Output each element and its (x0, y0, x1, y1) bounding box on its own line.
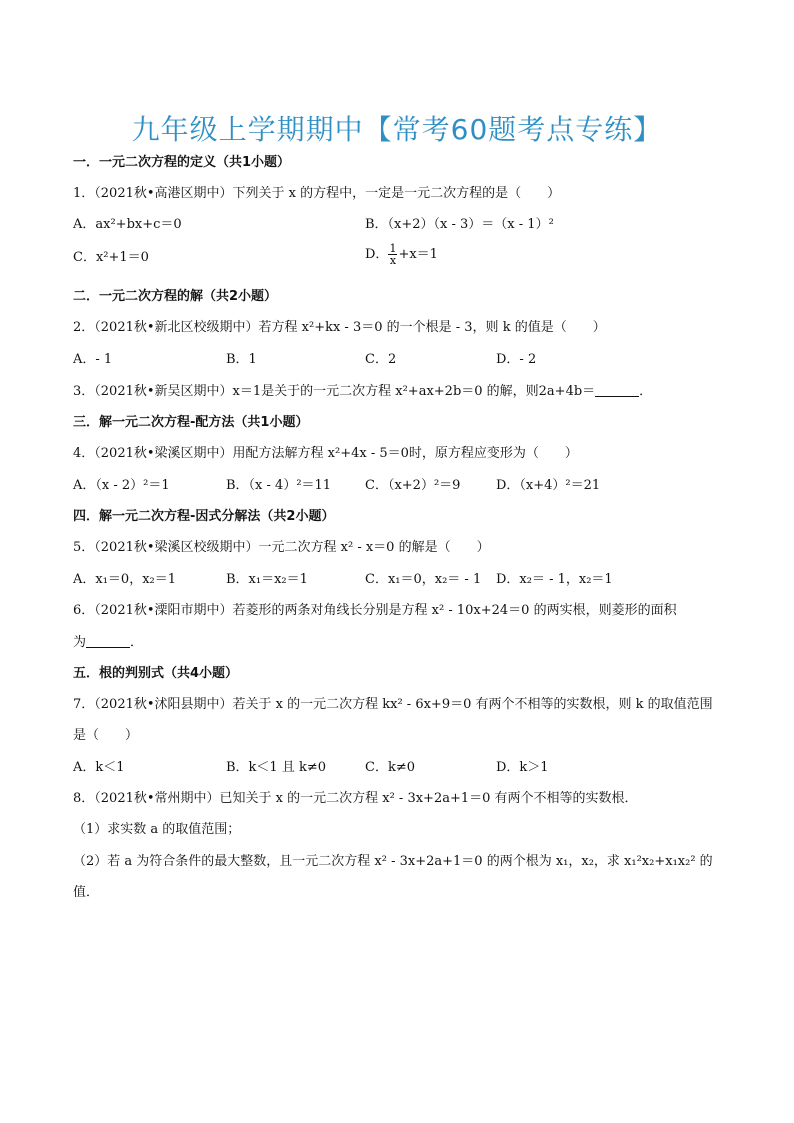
question-2-stem: 2．（2021秋•新北区校级期中）若方程 x²+kx - 3＝0 的一个根是 - 3，则 k 的值是（ ） (73, 320, 606, 335)
question-5-stem: 5．（2021秋•梁溪区校级期中）一元二次方程 x² - x＝0 的解是（ ） (73, 540, 490, 555)
question-7-line-1: 7．（2021秋•沭阳县期中）若关于 x 的一元二次方程 kx² - 6x+9＝0 有两个不相等的实数根，则 k 的取值范围 (73, 697, 713, 712)
question-4-stem: 4．（2021秋•梁溪区期中）用配方法解方程 x²+4x - 5＝0时，原方程应变形为（ ） (73, 446, 578, 461)
question-2-option-a: A．- 1 (73, 352, 113, 367)
section-heading-discriminant: 五．根的判别式（共4小题） (73, 666, 239, 681)
question-1-stem: 1．（2021秋•高港区期中）下列关于 x 的方程中，一定是一元二次方程的是（ ） (73, 186, 561, 201)
question-4-option-c: C．（x+2）²＝9 (365, 478, 461, 493)
page-title: 九年级上学期期中【常考60题考点专练】 (131, 113, 663, 146)
question-3-end: ． (639, 384, 653, 399)
question-6-end: ． (130, 635, 144, 650)
question-4-option-b: B．（x - 4）²＝11 (226, 478, 332, 493)
question-2-option-c: C．2 (365, 352, 397, 367)
fraction-denominator: x (389, 254, 397, 267)
question-3-stem: 3．（2021秋•新吴区期中）x＝1是关于的一元二次方程 x²+ax+2b＝0 的解，则2a+4b＝ (73, 384, 596, 399)
fraction-numerator: 1 (389, 242, 397, 255)
question-7-option-b: B．k＜1 且 k≠0 (226, 760, 327, 775)
question-7-option-a: A．k＜1 (73, 760, 125, 775)
question-1-option-d-suffix: +x＝1 (398, 247, 438, 262)
section-heading-definition: 一．一元二次方程的定义（共1小题） (73, 155, 291, 170)
question-8-part-1: （1）求实数 a 的取值范围； (73, 822, 241, 837)
question-5-option-d: D．x₂＝ - 1，x₂＝1 (496, 572, 613, 587)
question-1-option-c: C．x²+1＝0 (73, 250, 149, 265)
section-heading-solution: 二．一元二次方程的解（共2小题） (73, 289, 278, 304)
question-8-part-2-end: 值． (73, 885, 100, 900)
question-7-line-2: 是（ ） (73, 728, 139, 743)
question-4-option-a: A．（x - 2）²＝1 (73, 478, 170, 493)
question-2-option-b: B．1 (226, 352, 257, 367)
question-8-part-2: （2）若 a 为符合条件的最大整数，且一元二次方程 x² - 3x+2a+1＝0 的两个根为 x₁，x₂，求 x₁²x₂+x₁x₂² 的 (73, 854, 713, 869)
question-6-line-1: 6．（2021秋•溧阳市期中）若菱形的两条对角线长分别是方程 x² - 10x+24＝0 的两实根，则菱形的面积 (73, 603, 677, 618)
question-6-line-2 (73, 634, 143, 652)
question-5-option-a: A．x₁＝0，x₂＝1 (73, 572, 177, 587)
section-heading-completing-square: 三．解一元二次方程-配方法（共1小题） (73, 415, 309, 430)
question-3-line (73, 383, 652, 401)
question-1-option-a: A．ax²+bx+c＝0 (73, 217, 182, 232)
question-6-prefix: 为 (73, 635, 87, 650)
fraction (388, 243, 397, 266)
question-1-option-d-prefix: D． (365, 247, 389, 262)
question-2-option-d: D．- 2 (496, 352, 537, 367)
answer-blank[interactable] (86, 635, 130, 648)
question-7-option-d: D．k＞1 (496, 760, 549, 775)
question-7-option-c: C．k≠0 (365, 760, 415, 775)
question-4-option-d: D．（x+4）²＝21 (496, 478, 601, 493)
question-8-stem: 8．（2021秋•常州期中）已知关于 x 的一元二次方程 x² - 3x+2a+1＝0 有两个不相等的实数根． (73, 791, 638, 806)
question-1-option-d (365, 243, 438, 266)
question-5-option-b: B．x₁＝x₂＝1 (226, 572, 308, 587)
question-1-option-b: B．（x+2）（x - 3）＝（x - 1）² (365, 217, 554, 232)
section-heading-factoring: 四．解一元二次方程-因式分解法（共2小题） (73, 509, 335, 524)
question-5-option-c: C．x₁＝0，x₂＝ - 1 (365, 572, 482, 587)
answer-blank[interactable] (595, 384, 639, 397)
